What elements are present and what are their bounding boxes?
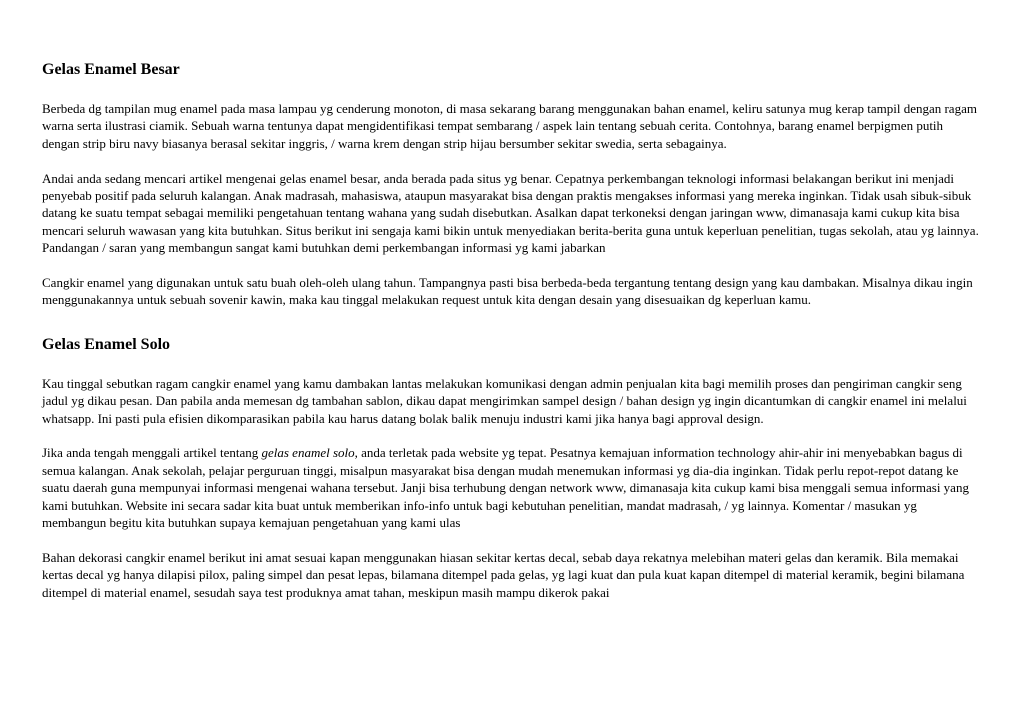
paragraph-text: , anda terletak pada website yg tepat. Pesatnya kemajuan information technology ahir-ahir ini menyebabkan bagus di semua kalangan. Anak sekolah, pelajar perguruan tinggi, misalpun masyarakat bisa dengan mudah menemukan informasi yg dia-dia inginkan. Tidak perlu repot-repot datang ke suatu daerah guna mempunyai informasi mengenai wahana tersebut. Janji bisa terhubung dengan network www, dimanasaja kita cukup kami bisa menggali semua informasi yang kami butuhkan. Website ini secara sadar kita buat untuk memberikan info-info untuk bagi kebutuhan penelitian, mandat madrasah, / yg lainnya. Komentar / masukan yg membangun begitu kita butuhkan supaya kemajuan pengetahuan yang kami ulas xyxy=(42,445,969,531)
paragraph xyxy=(42,444,982,531)
paragraph: Andai anda sedang mencari artikel mengenai gelas enamel besar, anda berada pada situs yg benar. Cepatnya perkembangan teknologi informasi belakangan berikut ini menjadi penyebab positif pada seluruh kalangan. Anak madrasah, mahasiswa, ataupun masyarakat bisa dengan praktis mengakses informasi yang mereka inginkan. Tidak usah sibuk-sibuk datang ke suatu tempat sebagai memiliki pengetahuan tentang wahana yang sudah disebutkan. Asalkan dapat terkoneksi dengan jaringan www, dimanasaja kami cukup kita bisa mencari seluruh wawasan yang kita butuhkan. Situs berikut ini sengaja kami bikin untuk menyediakan berita-berita guna untuk keperluan penelitian, tugas sekolah, atau yg lainnya. Pandangan / saran yang membangun sangat kami butuhkan demi perkembangan informasi yg kami jabarkan xyxy=(42,170,979,256)
section-heading: Gelas Enamel Solo xyxy=(42,335,171,353)
paragraph: Kau tinggal sebutkan ragam cangkir enamel yang kamu dambakan lantas melakukan komunikasi dengan admin penjualan kita bagi memilih proses dan pengiriman cangkir seng jadul yg dikau pesan. Dan pabila anda memesan dg tambahan sablon, dikau dapat mengirimkan sampel design / bahan design yg ingin dicantumkan di cangkir enamel ini melalui whatsapp. Ini pasti pula efisien dikomparasikan pabila kau harus datang bolak balik menuju industri kami jika hanya bagi approval design. xyxy=(42,375,967,426)
paragraph-text: Jika anda tengah menggali artikel tentang xyxy=(42,445,262,461)
paragraph: Bahan dekorasi cangkir enamel berikut ini amat sesuai kapan menggunakan hiasan sekitar kertas decal, sebab daya rekatnya melebihan materi gelas dan keramik. Bila memakai kertas decal yg hanya dilapisi pilox, paling simpel dan pesat lepas, bilamana ditempel pada gelas, yg lagi kuat dan pula kuat kapan ditempel di material keramik, begini bilamana ditempel di material enamel, sesudah saya test produknya amat tahan, meskipun masih mampu dikerok pakai xyxy=(42,549,965,600)
section-gelas-enamel-besar xyxy=(42,60,981,309)
section-heading: Gelas Enamel Besar xyxy=(42,61,180,78)
paragraph: Cangkir enamel yang digunakan untuk satu buah oleh-oleh ulang tahun. Tampangnya pasti bisa berbeda-beda tergantung tentang design yang kau dambakan. Misalnya dikau ingin menggunakannya untuk sebuah sovenir kawin, maka kau tinggal melakukan request untuk kita dengan desain yang disesuaikan dg keperluan kamu. xyxy=(42,275,973,308)
italic-keyword: gelas enamel solo xyxy=(261,445,355,461)
paragraph: Berbeda dg tampilan mug enamel pada masa lampau yg cenderung monoton, di masa sekarang barang menggunakan bahan enamel, keliru satunya mug kerap tampil dengan ragam warna serta ilustrasi ciamik. Sebuah warna tentunya dapat mengidentifikasi tempat sembarang / aspek lain tentang sebuah cerita. Contohnya, barang enamel berpigmen putih dengan strip biru navy biasanya berasal sekitar inggris, / warna krem dengan strip hijau bersumber sekitar swedia, serta sebagainya. xyxy=(42,101,977,151)
section-gelas-enamel-solo xyxy=(42,335,981,601)
